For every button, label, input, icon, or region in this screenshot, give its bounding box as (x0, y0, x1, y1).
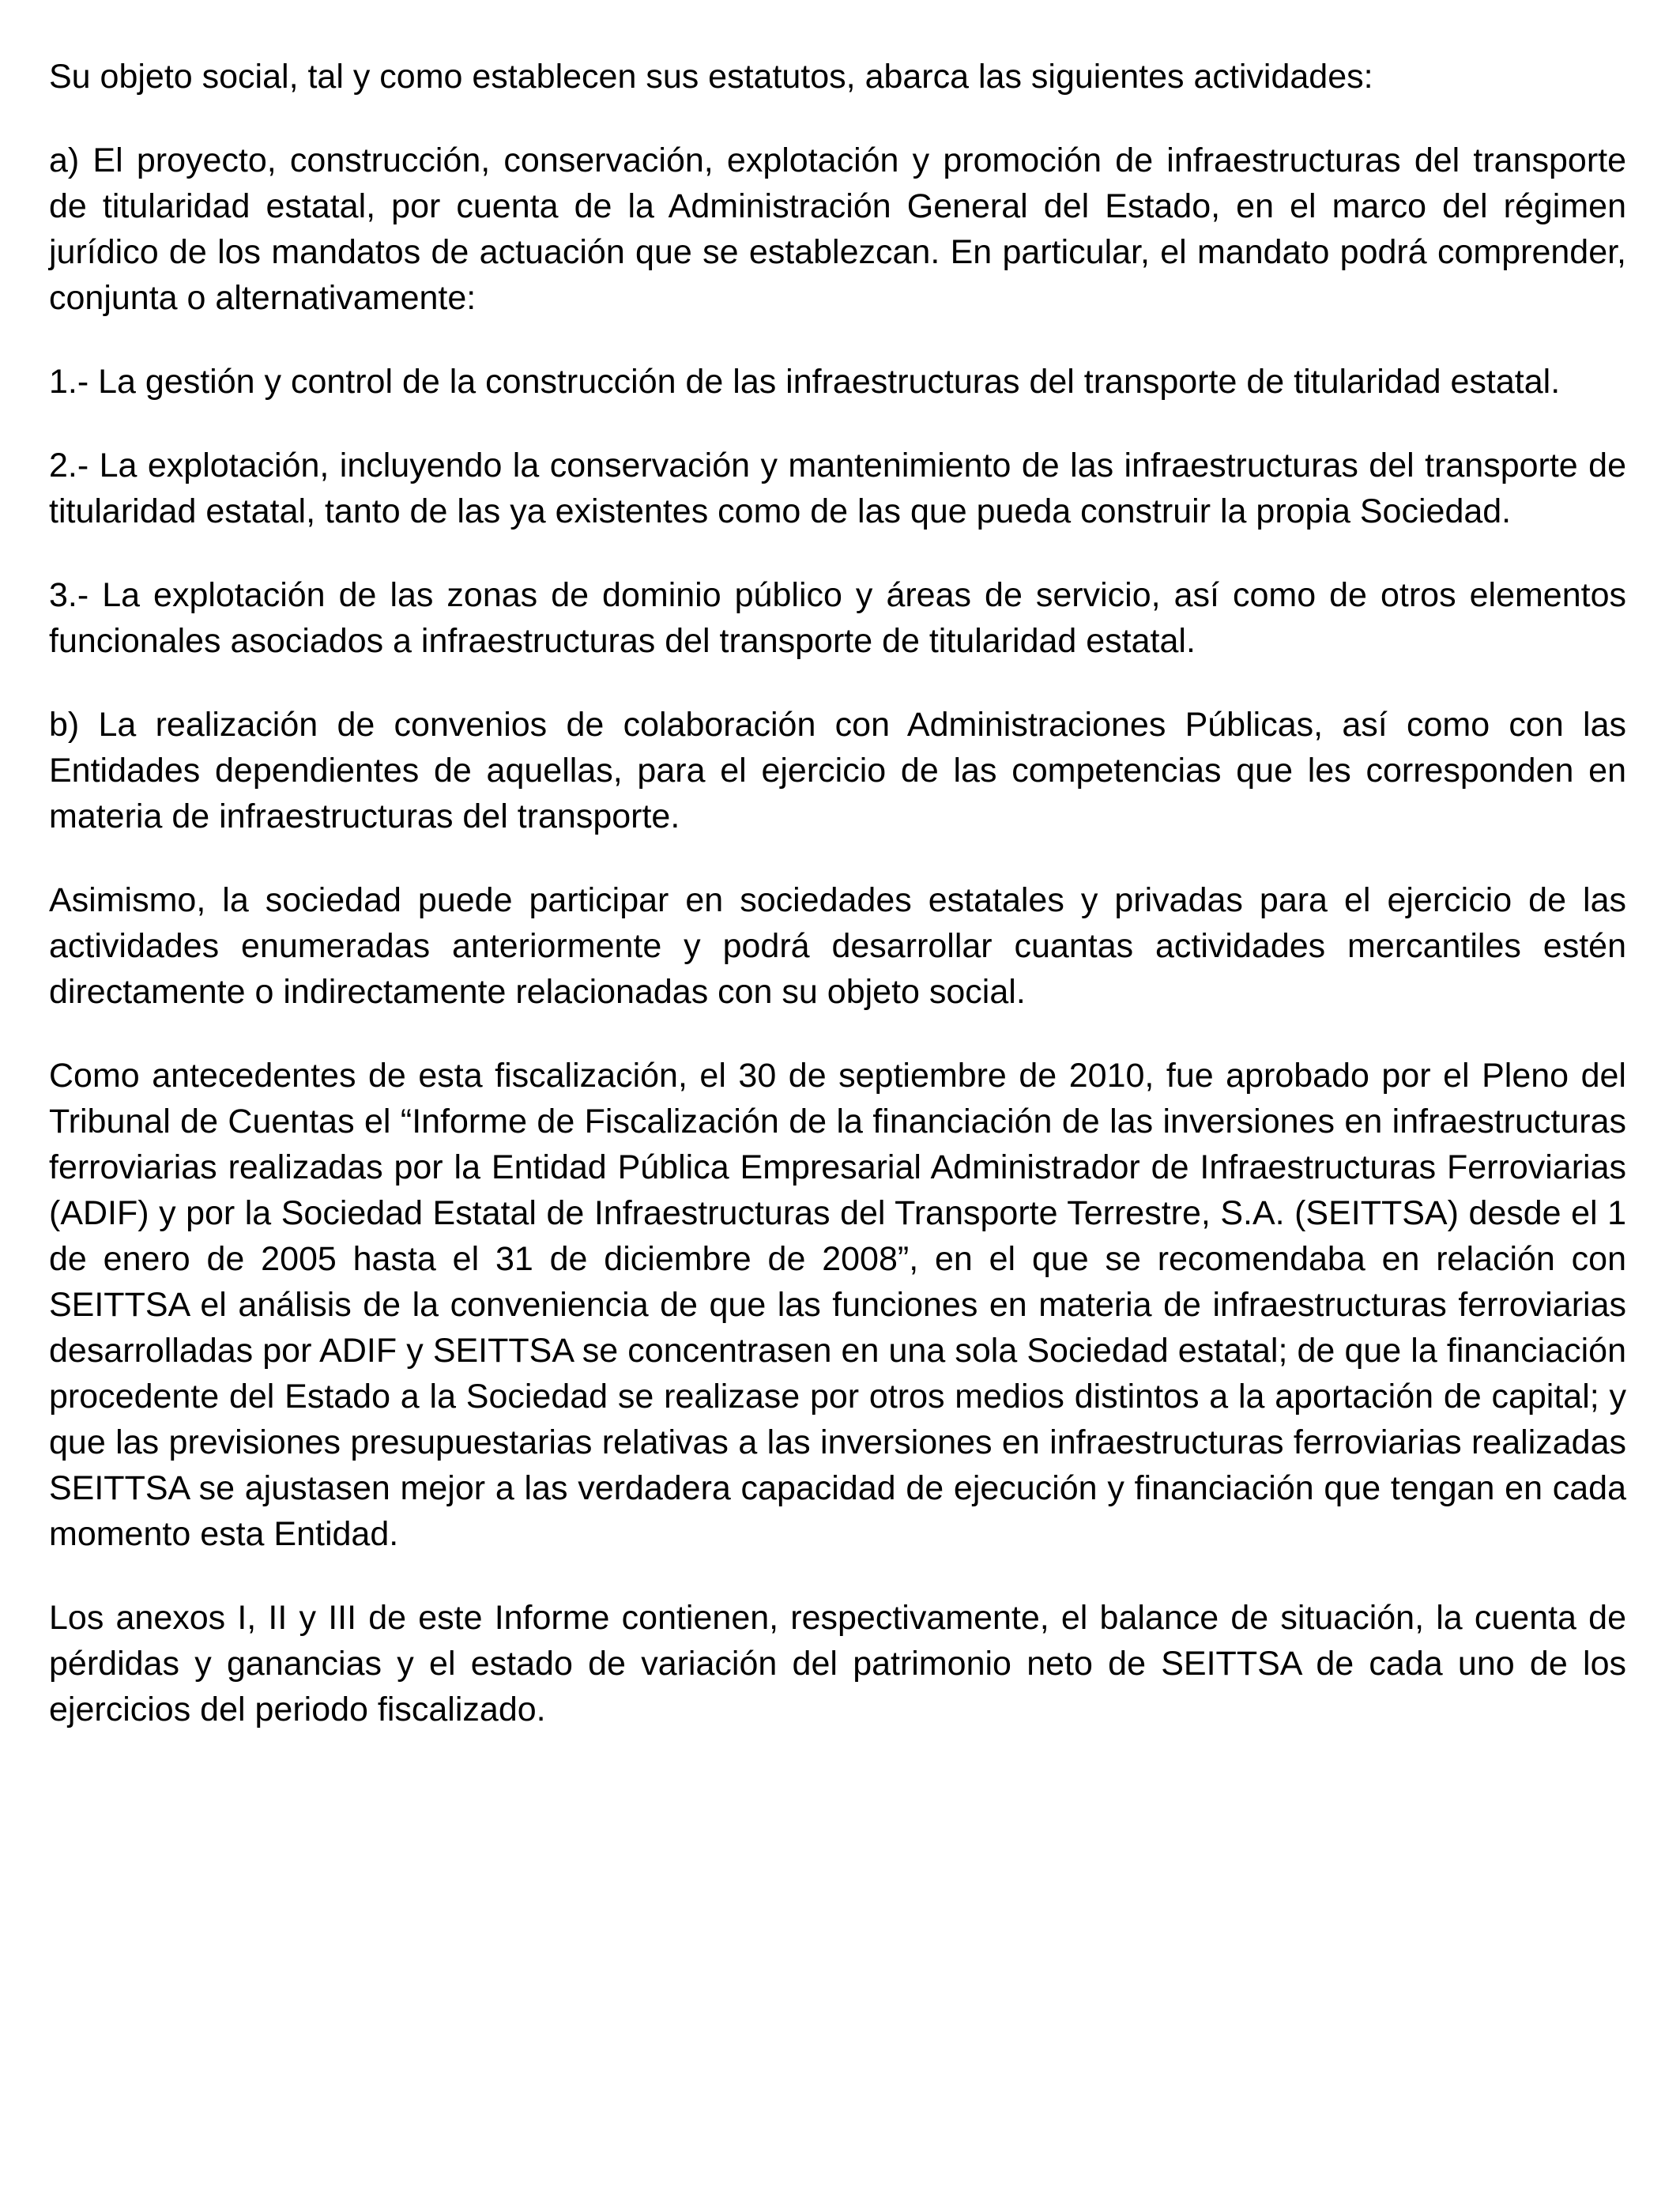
paragraph-item-b: b) La realización de convenios de colaboración con Administraciones Públicas, así como con las Entidades dependientes de aquellas, para el ejercicio de las competencias que les corresponden en materia de infraestructuras del transporte. (49, 706, 1626, 835)
paragraph-intro: Su objeto social, tal y como establecen sus estatutos, abarca las siguientes actividades: (49, 58, 1373, 96)
paragraph-item-1: 1.- La gestión y control de la construcción de las infraestructuras del transporte de titularidad estatal. (49, 363, 1561, 401)
document-page (49, 54, 1626, 1770)
paragraph-antecedentes: Como antecedentes de esta fiscalización, el 30 de septiembre de 2010, fue aprobado por el Pleno del Tribunal de Cuentas el “Informe de Fiscalización de la financiación de las inversiones en infraestructuras ferroviarias realizadas por la Entidad Pública Empresarial Administrador de Infraestructuras Ferroviarias (ADIF) y por la Sociedad Estatal de Infraestructuras del Transporte Terrestre, S.A. (SEITTSA) desde el 1 de enero de 2005 hasta el 31 de diciembre de 2008”, en el que se recomendaba en relación con SEITTSA el análisis de la conveniencia de que las funciones en materia de infraestructuras ferroviarias desarrolladas por ADIF y SEITTSA se concentrasen en una sola Sociedad estatal; de que la financiación procedente del Estado a la Sociedad se realizase por otros medios distintos a la aportación de capital; y que las previsiones presupuestarias relativas a las inversiones en infraestructuras ferroviarias realizadas SEITTSA se ajustasen mejor a las verdadera capacidad de ejecución y financiación que tengan en cada momento esta Entidad. (49, 1057, 1626, 1553)
paragraph-item-3: 3.- La explotación de las zonas de dominio público y áreas de servicio, así como de otros elementos funcionales asociados a infraestructuras del transporte de titularidad estatal. (49, 576, 1626, 660)
paragraph-anexos: Los anexos I, II y III de este Informe contienen, respectivamente, el balance de situación, la cuenta de pérdidas y ganancias y el estado de variación del patrimonio neto de SEITTSA de cada uno de los ejercicios del periodo fiscalizado. (49, 1599, 1626, 1728)
paragraph-item-a: a) El proyecto, construcción, conservación, explotación y promoción de infraestructuras del transporte de titularidad estatal, por cuenta de la Administración General del Estado, en el marco del régimen jurídico de los mandatos de actuación que se establezcan. En particular, el mandato podrá comprender, conjunta o alternativamente: (49, 141, 1626, 317)
paragraph-item-2: 2.- La explotación, incluyendo la conservación y mantenimiento de las infraestructuras del transporte de titularidad estatal, tanto de las ya existentes como de las que pueda construir la propia Sociedad. (49, 447, 1626, 530)
paragraph-asimismo: Asimismo, la sociedad puede participar en sociedades estatales y privadas para el ejercicio de las actividades enumeradas anteriormente y podrá desarrollar cuantas actividades mercantiles estén directamente o indirectamente relacionadas con su objeto social. (49, 881, 1626, 1011)
